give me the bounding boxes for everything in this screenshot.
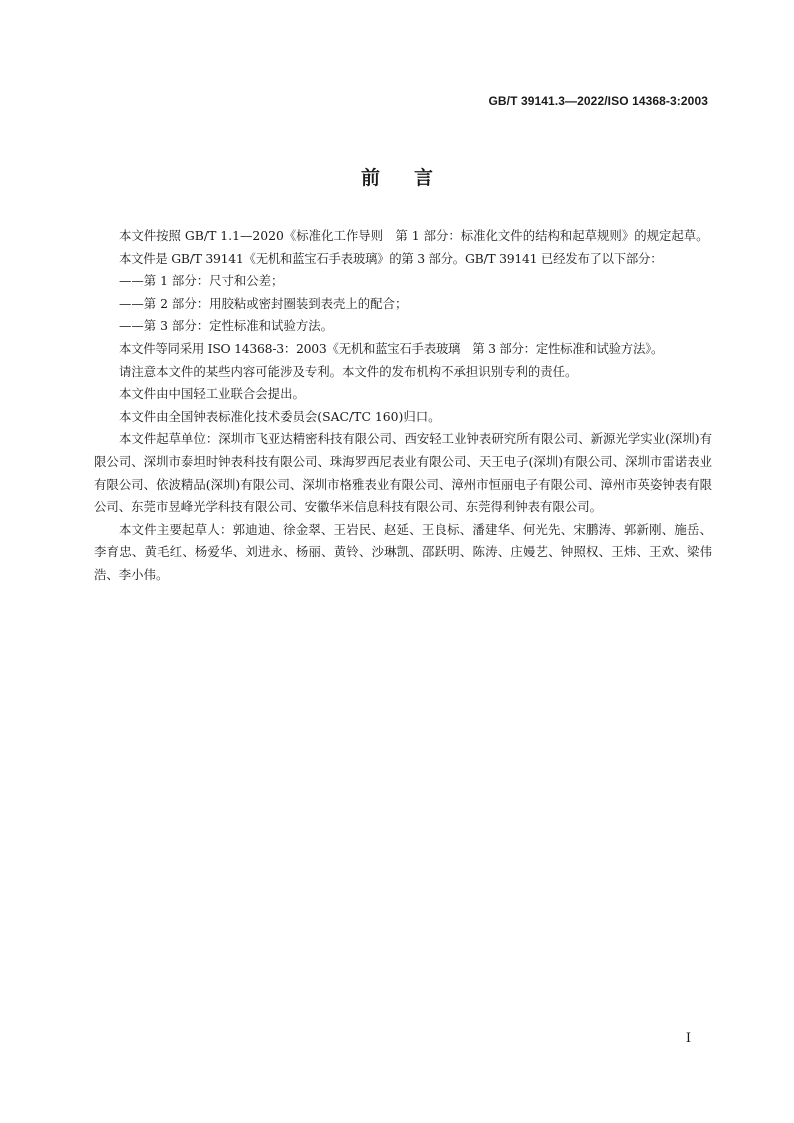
paragraph-drafting-basis: 本文件按照 GB/T 1.1—2020《标准化工作导则 第 1 部分：标准化文件的结构和起草规则》的规定起草。 <box>119 228 709 243</box>
paragraph-responsible-committee: 本文件由全国钟表标准化技术委员会(SAC/TC 160)归口。 <box>119 408 441 424</box>
page-title <box>0 163 794 190</box>
title-char-1: 前 <box>360 167 380 189</box>
list-item-part-3: ——第 3 部分：定性标准和试验方法。 <box>119 318 334 334</box>
list-item-part-1: ——第 1 部分：尺寸和公差； <box>119 273 284 289</box>
paragraph-series-intro: 本文件是 GB/T 39141《无机和蓝宝石手表玻璃》的第 3 部分。GB/T 39141 已经发布了以下部分： <box>119 250 663 266</box>
paragraph-patent-notice: 请注意本文件的某些内容可能涉及专利。本文件的发布机构不承担识别专利的责任。 <box>119 363 578 379</box>
title-char-2: 言 <box>414 167 434 189</box>
foreword-body <box>94 225 712 587</box>
page-number: I <box>685 1031 691 1046</box>
paragraph-proposer: 本文件由中国轻工业联合会提出。 <box>119 386 305 402</box>
paragraph-main-drafters: 本文件主要起草人：郭迪迪、徐金翠、王岩民、赵延、王良标、潘建华、何光先、宋鹏涛、郭新刚、施岳、李育忠、黄毛红、杨爱华、刘进永、杨丽、黄铃、沙琳凯、邵跃明、陈涛、庄嫚艺、钟照权、王炜、王欢、梁伟浩、李小伟。 <box>94 521 712 582</box>
list-item-part-2: ——第 2 部分：用胶粘或密封圈装到表壳上的配合； <box>119 295 408 311</box>
paragraph-equivalence: 本文件等同采用 ISO 14368-3：2003《无机和蓝宝石手表玻璃 第 3 部分：定性标准和试验方法》。 <box>119 340 664 356</box>
paragraph-drafting-organizations: 本文件起草单位：深圳市飞亚达精密科技有限公司、西安轻工业钟表研究所有限公司、新源光学实业(深圳)有限公司、深圳市泰坦时钟表科技有限公司、珠海罗西尼表业有限公司、天王电子(深圳)有限公司、深圳市雷诺表业有限公司、依波精品(深圳)有限公司、深圳市格雅表业有限公司、漳州市恒丽电子有限公司、漳州市英姿钟表有限公司、东莞市昱峰光学科技有限公司、安徽华米信息科技有限公司、东莞得利钟表有限公司。 <box>94 431 712 515</box>
standard-code: GB/T 39141.3—2022/ISO 14368-3:2003 <box>488 94 708 108</box>
